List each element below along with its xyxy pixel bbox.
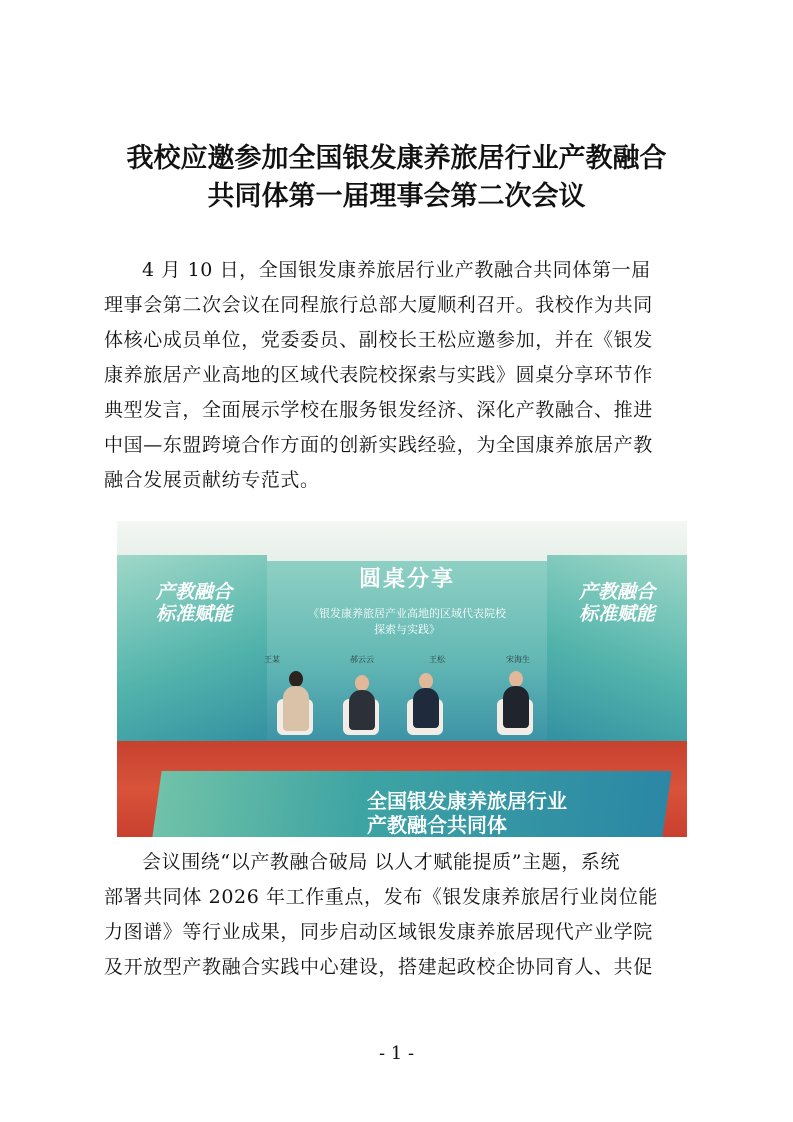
paragraph-line: 力图谱》等行业成果，同步启动区域银发康养旅居现代产业学院 (104, 921, 653, 943)
roundtable-banner: 圆桌分享 (358, 566, 455, 592)
subtitle-line-2: 探索与实践》 (374, 623, 440, 636)
floor-logo-line-2: 产教融合共同体 (367, 813, 507, 837)
paragraph-2 (104, 845, 690, 985)
left-slogan-line-2: 标准赋能 (155, 603, 232, 625)
paragraph-line: 部署共同体 2026 年工作重点，发布《银发康养旅居行业岗位能 (104, 886, 659, 908)
right-slogan (557, 581, 677, 625)
paragraph-line: 及开放型产教融合实践中心建设，搭建起政校企协同育人、共促 (104, 956, 653, 978)
speaker-wang-song (413, 688, 439, 728)
right-slogan-line-2: 标准赋能 (578, 603, 655, 625)
speaker-head (509, 671, 523, 687)
speaker-head (355, 675, 369, 691)
page-number: - 1 - (378, 1043, 415, 1064)
paragraph-line: 中国—东盟跨境合作方面的创新实践经验，为全国康养旅居产教 (104, 434, 653, 456)
paragraph-line: 4 月 10 日，全国银发康养旅居行业产教融合共同体第一届 (142, 259, 651, 281)
name-card: 王某 (264, 655, 280, 664)
speaker (503, 686, 529, 728)
roundtable-subtitle (282, 606, 532, 638)
subtitle-line-1: 《银发康养旅居产业高地的区域代表院校 (308, 607, 506, 620)
paragraph-line: 康养旅居产业高地的区域代表院校探索与实践》圆桌分享环节作 (104, 364, 653, 386)
document-title (60, 140, 733, 216)
paragraph-line: 典型发言，全面展示学校在服务银发经济、深化产教融合、推进 (104, 399, 653, 421)
speaker-head (289, 671, 303, 687)
name-card: 王松 (429, 655, 445, 664)
paragraph-line: 会议围绕“以产教融合破局 以人才赋能提质”主题，系统 (142, 851, 621, 873)
right-slogan-line-1: 产教融合 (578, 581, 655, 603)
title-line-2: 共同体第一届理事会第二次会议 (207, 181, 586, 212)
name-card: 郝云云 (350, 655, 374, 664)
paragraph-line: 理事会第二次会议在同程旅行总部大厦顺利召开。我校作为共同 (104, 294, 653, 316)
left-slogan-line-1: 产教融合 (155, 581, 232, 603)
event-photo (117, 521, 687, 837)
left-slogan (129, 581, 259, 625)
speaker-head (419, 673, 433, 689)
floor-logo-text (367, 789, 567, 837)
paragraph-line: 融合发展贡献纺专范式。 (104, 469, 320, 491)
floor-logo-line-1: 全国银发康养旅居行业 (367, 789, 567, 813)
paragraph-line: 体核心成员单位，党委委员、副校长王松应邀参加，并在《银发 (104, 329, 653, 351)
speaker-woman (283, 686, 309, 731)
title-line-1: 我校应邀参加全国银发康养旅居行业产教融合 (126, 143, 667, 174)
speaker (349, 690, 375, 730)
paragraph-1 (104, 253, 690, 498)
name-card: 宋海生 (506, 655, 530, 664)
